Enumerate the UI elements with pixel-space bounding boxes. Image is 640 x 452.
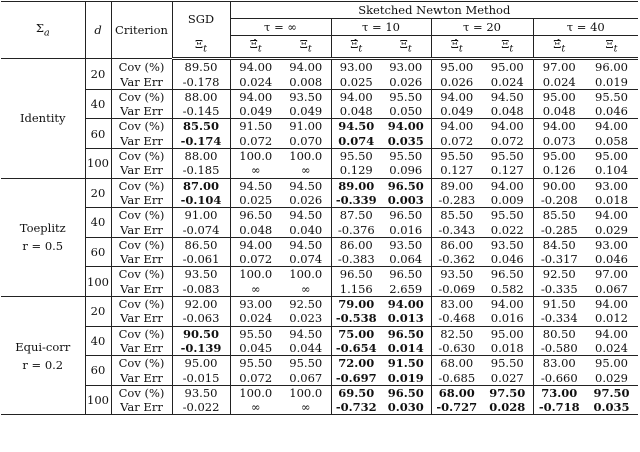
table-header [1, 2, 638, 59]
criterion-cell: Cov (%) [111, 237, 172, 252]
coverage-value: 89.00 [331, 178, 381, 193]
variance-error-value: 0.067 [281, 371, 331, 386]
variance-error-value: 0.018 [595, 192, 628, 207]
coverage-value: 92.00 [172, 297, 230, 312]
variance-error-value: 0.024 [239, 74, 273, 89]
variance-error-value: -0.383 [337, 252, 375, 267]
coverage-value: 75.00 [331, 326, 381, 341]
coverage-value: 95.00 [431, 59, 482, 75]
coverage-value: 93.50 [172, 267, 230, 282]
criterion-cell: Var Err [111, 104, 172, 119]
variance-error-value: -0.339 [335, 192, 377, 207]
table-row [1, 326, 638, 341]
group-label: Identity [1, 59, 85, 178]
variance-error-value: 0.048 [339, 104, 373, 119]
table-row [1, 385, 638, 400]
coverage-value: 93.00 [585, 178, 638, 193]
variance-error-value: 0.126 [542, 163, 576, 178]
variance-error-value: 0.026 [381, 75, 431, 90]
coverage-value: 96.50 [381, 326, 431, 341]
variance-error-value: 0.035 [585, 400, 638, 415]
table-row [1, 178, 638, 193]
coverage-value: 94.00 [585, 297, 638, 312]
variance-error-value: 0.048 [542, 104, 576, 119]
xi-header: $\Xî_t$ [331, 36, 381, 59]
criterion-cell: Cov (%) [111, 89, 172, 104]
variance-error-value: -0.069 [438, 281, 476, 296]
variance-error-value: -0.362 [438, 252, 476, 267]
criterion-cell: Var Err [111, 223, 172, 238]
coverage-value: 93.00 [585, 237, 638, 252]
variance-error-value: 0.070 [281, 134, 331, 149]
variance-error-value: ∞ [281, 282, 331, 297]
xi-header: $\Xi_t$ [585, 36, 638, 59]
variance-error-value: -0.654 [335, 340, 377, 355]
criterion-cell: Var Err [111, 311, 172, 326]
coverage-value: 97.00 [533, 59, 585, 75]
variance-error-value: 0.018 [482, 341, 533, 356]
variance-error-value: 0.073 [542, 133, 576, 148]
variance-error-value: -0.283 [438, 192, 476, 207]
dimension-cell: 40 [85, 89, 111, 119]
variance-error-value: ∞ [281, 400, 331, 415]
table-row [1, 119, 638, 134]
variance-error-value: -0.174 [172, 134, 230, 149]
coverage-value: 94.00 [230, 89, 281, 104]
variance-error-value: 0.025 [239, 192, 273, 207]
dimension-cell: 60 [85, 119, 111, 149]
coverage-value: 86.50 [172, 237, 230, 252]
coverage-value: 94.00 [482, 119, 533, 134]
coverage-value: 89.00 [431, 178, 482, 193]
d-header: d [85, 2, 111, 59]
criterion-cell: Var Err [111, 341, 172, 356]
coverage-value: 100.0 [281, 385, 331, 400]
coverage-value: 96.50 [381, 385, 431, 400]
coverage-value: 95.00 [482, 326, 533, 341]
coverage-value: 100.0 [230, 149, 281, 164]
variance-error-value: -0.685 [438, 370, 476, 385]
dimension-cell: 100 [85, 267, 111, 297]
variance-error-value: ∞ [281, 163, 331, 178]
dimension-cell: 20 [85, 59, 111, 90]
results-table [1, 1, 638, 415]
coverage-value: 87.50 [331, 208, 381, 223]
coverage-value: 94.00 [381, 297, 431, 312]
coverage-value: 100.0 [230, 385, 281, 400]
variance-error-value: 0.072 [239, 133, 273, 148]
dimension-cell: 40 [85, 326, 111, 356]
coverage-value: 95.50 [482, 149, 533, 164]
variance-error-value: 0.067 [595, 281, 628, 296]
table-row [1, 356, 638, 371]
coverage-value: 100.0 [281, 149, 331, 164]
coverage-value: 92.50 [533, 267, 585, 282]
variance-error-value: 0.029 [595, 222, 628, 237]
coverage-value: 93.50 [381, 237, 431, 252]
coverage-value: 91.50 [381, 356, 431, 371]
criterion-cell: Cov (%) [111, 385, 172, 400]
coverage-value: 94.50 [281, 326, 331, 341]
coverage-value: 95.50 [431, 149, 482, 164]
coverage-value: 90.00 [533, 178, 585, 193]
criterion-cell: Var Err [111, 400, 172, 415]
variance-error-value: 0.035 [381, 134, 431, 149]
variance-error-value: 0.058 [595, 133, 628, 148]
group-label: Equi-corr r = 0.2 [1, 297, 85, 415]
variance-error-value: 0.008 [281, 75, 331, 90]
variance-error-value: -0.083 [172, 282, 230, 297]
coverage-value: 96.50 [381, 267, 431, 282]
coverage-value: 94.00 [585, 208, 638, 223]
coverage-value: 91.50 [230, 119, 281, 134]
coverage-value: 87.00 [172, 178, 230, 193]
variance-error-value: 0.028 [482, 400, 533, 415]
coverage-value: 86.00 [331, 237, 381, 252]
variance-error-value: 0.003 [381, 193, 431, 208]
variance-error-value: -0.317 [540, 252, 578, 267]
coverage-value: 100.0 [281, 267, 331, 282]
coverage-value: 95.50 [281, 356, 331, 371]
xi-header: $\Xî_t$ [431, 36, 482, 59]
variance-error-value: ∞ [250, 163, 261, 178]
coverage-value: 80.50 [533, 326, 585, 341]
variance-error-value: 0.104 [595, 163, 628, 178]
criterion-cell: Var Err [111, 252, 172, 267]
variance-error-value: -0.015 [172, 371, 230, 386]
coverage-value: 94.50 [281, 178, 331, 193]
coverage-value: 94.00 [381, 119, 431, 134]
coverage-value: 96.50 [381, 208, 431, 223]
xi-header: $\Xi_t$ [482, 36, 533, 59]
table-row [1, 237, 638, 252]
coverage-value: 94.00 [281, 59, 331, 75]
coverage-value: 88.00 [172, 149, 230, 164]
coverage-value: 100.0 [230, 267, 281, 282]
variance-error-value: 0.012 [595, 311, 628, 326]
coverage-value: 94.00 [230, 59, 281, 75]
variance-error-value: -0.580 [540, 340, 578, 355]
variance-error-value: 0.045 [239, 340, 273, 355]
variance-error-value: 0.046 [595, 252, 628, 267]
xi-header: $\Xî_t$ [230, 36, 281, 59]
variance-error-value: 0.019 [381, 371, 431, 386]
sketched-newton-header: Sketched Newton Method [230, 2, 638, 19]
variance-error-value: 0.024 [239, 311, 273, 326]
variance-error-value: 0.014 [381, 341, 431, 356]
table-row [1, 208, 638, 223]
criterion-cell: Var Err [111, 282, 172, 297]
dimension-cell: 100 [85, 149, 111, 179]
variance-error-value: 0.072 [482, 134, 533, 149]
variance-error-value: -0.343 [438, 222, 476, 237]
coverage-value: 68.00 [431, 385, 482, 400]
tau-header: τ = 10 [331, 19, 431, 36]
xi-header: $\Xi_t$ [381, 36, 431, 59]
coverage-value: 95.00 [585, 356, 638, 371]
variance-error-value: 0.048 [239, 222, 273, 237]
variance-error-value: 0.048 [482, 104, 533, 119]
coverage-value: 94.50 [281, 237, 331, 252]
variance-error-value: -0.630 [438, 340, 476, 355]
variance-error-value: 0.072 [239, 370, 273, 385]
variance-error-value: 0.096 [381, 163, 431, 178]
criterion-cell: Var Err [111, 193, 172, 208]
coverage-value: 95.50 [482, 356, 533, 371]
variance-error-value: -0.061 [172, 252, 230, 267]
table-body [1, 59, 638, 415]
group-label: Toeplitz r = 0.5 [1, 178, 85, 296]
coverage-value: 97.50 [585, 385, 638, 400]
variance-error-value: -0.727 [431, 400, 482, 415]
variance-error-value: -0.178 [172, 75, 230, 90]
coverage-value: 93.50 [482, 237, 533, 252]
coverage-value: 91.00 [172, 208, 230, 223]
variance-error-value: -0.335 [540, 281, 578, 296]
variance-error-value: 1.156 [339, 281, 373, 296]
coverage-value: 95.50 [331, 149, 381, 164]
variance-error-value: 0.129 [339, 163, 373, 178]
coverage-value: 94.00 [533, 119, 585, 134]
coverage-value: 84.50 [533, 237, 585, 252]
coverage-value: 95.50 [381, 89, 431, 104]
variance-error-value: 0.026 [281, 193, 331, 208]
sgd-header: SGD [172, 2, 230, 36]
criterion-cell: Var Err [111, 163, 172, 178]
xi-header: $\Xî_t$ [533, 36, 585, 59]
coverage-value: 95.00 [533, 149, 585, 164]
variance-error-value: 0.024 [542, 74, 576, 89]
tau-header: τ = 40 [533, 19, 638, 36]
variance-error-value: -0.022 [172, 400, 230, 415]
coverage-value: 94.00 [585, 326, 638, 341]
variance-error-value: -0.208 [540, 192, 578, 207]
coverage-value: 96.50 [331, 267, 381, 282]
coverage-value: 93.00 [381, 59, 431, 75]
coverage-value: 89.50 [172, 59, 230, 75]
variance-error-value: 0.049 [440, 104, 474, 119]
variance-error-value: 0.024 [595, 340, 628, 355]
coverage-value: 94.00 [431, 89, 482, 104]
coverage-value: 83.00 [431, 297, 482, 312]
coverage-value: 95.00 [533, 89, 585, 104]
variance-error-value: 0.024 [482, 75, 533, 90]
tau-header: τ = ∞ [230, 19, 331, 36]
coverage-value: 83.00 [533, 356, 585, 371]
variance-error-value: 0.046 [595, 104, 628, 119]
coverage-value: 94.50 [281, 208, 331, 223]
coverage-value: 73.00 [533, 385, 585, 400]
criterion-cell: Cov (%) [111, 59, 172, 75]
coverage-value: 95.50 [482, 208, 533, 223]
criterion-cell: Var Err [111, 75, 172, 90]
dimension-cell: 100 [85, 385, 111, 415]
variance-error-value: -0.697 [335, 370, 377, 385]
variance-error-value: -0.063 [172, 311, 230, 326]
coverage-value: 95.50 [230, 356, 281, 371]
variance-error-value: 0.016 [381, 223, 431, 238]
coverage-value: 90.50 [172, 326, 230, 341]
variance-error-value: -0.334 [540, 311, 578, 326]
variance-error-value: 0.050 [381, 104, 431, 119]
variance-error-value: ∞ [250, 281, 261, 296]
coverage-value: 95.00 [482, 59, 533, 75]
coverage-value: 96.50 [482, 267, 533, 282]
coverage-value: 93.50 [281, 89, 331, 104]
coverage-value: 72.00 [331, 356, 381, 371]
variance-error-value: 0.009 [482, 193, 533, 208]
variance-error-value: -0.285 [540, 222, 578, 237]
variance-error-value: 0.044 [281, 341, 331, 356]
variance-error-value: -0.718 [533, 400, 585, 415]
coverage-value: 94.00 [482, 178, 533, 193]
dimension-cell: 60 [85, 237, 111, 267]
coverage-value: 79.00 [331, 297, 381, 312]
coverage-value: 85.50 [533, 208, 585, 223]
coverage-value: 94.50 [482, 89, 533, 104]
dimension-cell: 20 [85, 297, 111, 327]
variance-error-value: -0.538 [335, 311, 377, 326]
variance-error-value: 0.040 [281, 223, 331, 238]
coverage-value: 93.00 [230, 297, 281, 312]
coverage-value: 93.50 [172, 385, 230, 400]
coverage-value: 95.00 [585, 149, 638, 164]
variance-error-value: -0.074 [172, 223, 230, 238]
tau-header: τ = 20 [431, 19, 533, 36]
criterion-cell: Cov (%) [111, 356, 172, 371]
variance-error-value: 0.025 [339, 74, 373, 89]
criterion-cell: Cov (%) [111, 119, 172, 134]
coverage-value: 91.50 [533, 297, 585, 312]
coverage-value: 94.50 [331, 119, 381, 134]
variance-error-value: 0.127 [482, 163, 533, 178]
variance-error-value: 0.023 [281, 311, 331, 326]
criterion-cell: Cov (%) [111, 297, 172, 312]
criterion-cell: Cov (%) [111, 178, 172, 193]
coverage-value: 95.50 [585, 89, 638, 104]
criterion-cell: Cov (%) [111, 149, 172, 164]
coverage-value: 94.00 [482, 297, 533, 312]
variance-error-value: 0.013 [381, 311, 431, 326]
variance-error-value: ∞ [230, 400, 281, 415]
coverage-value: 85.50 [172, 119, 230, 134]
variance-error-value: 0.049 [239, 104, 273, 119]
variance-error-value: 0.072 [239, 252, 273, 267]
criterion-header: Criterion [111, 2, 172, 59]
variance-error-value: 0.019 [595, 74, 628, 89]
variance-error-value: 0.074 [338, 133, 375, 148]
coverage-value: 93.00 [331, 59, 381, 75]
criterion-cell: Var Err [111, 371, 172, 386]
criterion-cell: Cov (%) [111, 326, 172, 341]
variance-error-value: -0.732 [331, 400, 381, 415]
variance-error-value: -0.104 [172, 193, 230, 208]
coverage-value: 95.50 [381, 149, 431, 164]
table-row [1, 59, 638, 75]
variance-error-value: -0.660 [540, 370, 578, 385]
coverage-value: 96.00 [585, 59, 638, 75]
coverage-value: 95.50 [230, 326, 281, 341]
criterion-cell: Var Err [111, 134, 172, 149]
variance-error-value: -0.139 [172, 341, 230, 356]
coverage-value: 88.00 [172, 89, 230, 104]
xi-header: $\Xi_t$ [172, 36, 230, 59]
criterion-cell: Cov (%) [111, 208, 172, 223]
table-row [1, 89, 638, 104]
variance-error-value: 0.022 [482, 223, 533, 238]
coverage-value: 94.00 [331, 89, 381, 104]
coverage-value: 92.50 [281, 297, 331, 312]
table-row [1, 149, 638, 164]
variance-error-value: -0.376 [337, 222, 375, 237]
sigma-header: $\Sigma_a$ [1, 2, 85, 59]
coverage-value: 69.50 [331, 385, 381, 400]
coverage-value: 94.00 [230, 237, 281, 252]
variance-error-value: 2.659 [381, 282, 431, 297]
coverage-value: 94.00 [585, 119, 638, 134]
dimension-cell: 60 [85, 356, 111, 386]
coverage-value: 97.00 [585, 267, 638, 282]
variance-error-value: 0.064 [381, 252, 431, 267]
coverage-value: 86.00 [431, 237, 482, 252]
variance-error-value: -0.185 [172, 163, 230, 178]
coverage-value: 93.50 [431, 267, 482, 282]
xi-header: $\Xi_t$ [281, 36, 331, 59]
variance-error-value: 0.049 [281, 104, 331, 119]
dimension-cell: 20 [85, 178, 111, 208]
variance-error-value: 0.074 [281, 252, 331, 267]
variance-error-value: -0.145 [172, 104, 230, 119]
coverage-value: 95.00 [172, 356, 230, 371]
table-row [1, 297, 638, 312]
table-row [1, 267, 638, 282]
coverage-value: 94.00 [431, 119, 482, 134]
criterion-cell: Cov (%) [111, 267, 172, 282]
variance-error-value: 0.026 [440, 74, 474, 89]
variance-error-value: 0.072 [440, 133, 474, 148]
coverage-value: 82.50 [431, 326, 482, 341]
coverage-value: 97.50 [482, 385, 533, 400]
coverage-value: 96.50 [230, 208, 281, 223]
variance-error-value: -0.468 [438, 311, 476, 326]
variance-error-value: 0.029 [595, 370, 628, 385]
variance-error-value: 0.030 [381, 400, 431, 415]
coverage-value: 94.50 [230, 178, 281, 193]
coverage-value: 96.50 [381, 178, 431, 193]
dimension-cell: 40 [85, 208, 111, 238]
variance-error-value: 0.027 [482, 371, 533, 386]
coverage-value: 85.50 [431, 208, 482, 223]
coverage-value: 68.00 [431, 356, 482, 371]
variance-error-value: 0.582 [482, 282, 533, 297]
variance-error-value: 0.016 [482, 311, 533, 326]
variance-error-value: 0.046 [482, 252, 533, 267]
coverage-value: 91.00 [281, 119, 331, 134]
variance-error-value: 0.127 [440, 163, 474, 178]
